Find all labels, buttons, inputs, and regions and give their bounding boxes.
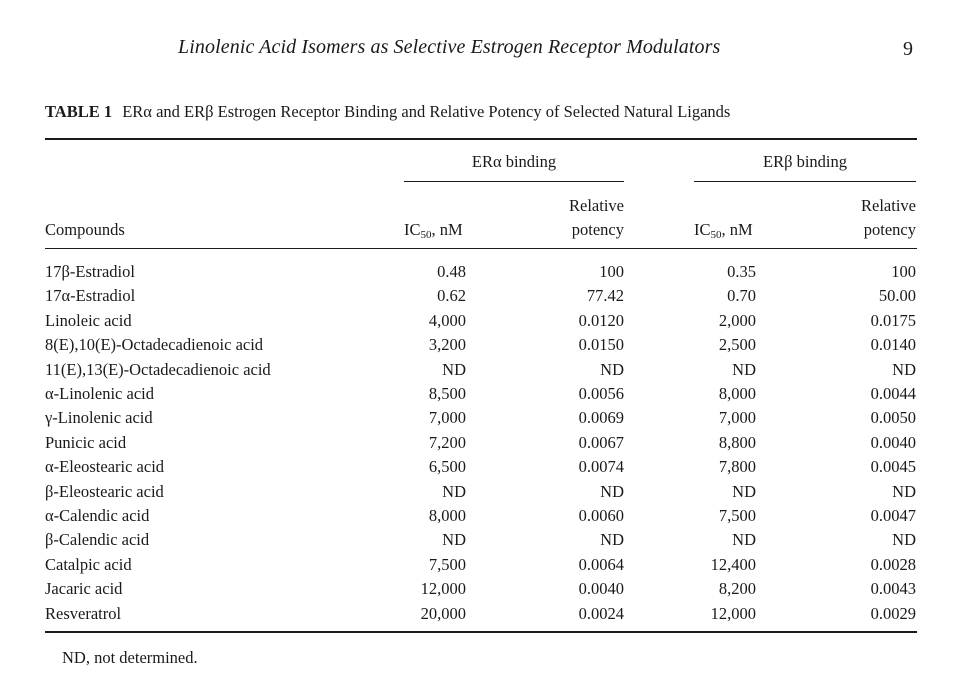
running-header-title: Linolenic Acid Isomers as Selective Estrogen Receptor Modulators [178, 36, 721, 58]
cell-er-alpha-relative-potency: 0.0069 [578, 408, 624, 428]
col-header-a-ic50: $IC_{50}$, nM [404, 220, 463, 241]
cell-er-alpha-relative-potency: ND [600, 530, 624, 550]
cell-er-beta-relative-potency: ND [892, 530, 916, 550]
cell-er-beta-ic50: 8,800 [718, 432, 756, 452]
cell-er-alpha-ic50: ND [442, 359, 466, 379]
cell-er-beta-relative-potency: 100 [891, 262, 916, 281]
cell-er-alpha-relative-potency: 0.0067 [578, 432, 624, 452]
cell-er-alpha-relative-potency: 0.0060 [578, 506, 624, 525]
cell-er-beta-relative-potency: 0.0028 [870, 554, 916, 574]
col-header-b-potency: potency [863, 220, 916, 239]
cell-er-beta-ic50: 8,200 [718, 579, 756, 599]
cell-er-beta-relative-potency: 0.0044 [870, 384, 916, 403]
cell-compound: Resveratrol [45, 603, 122, 623]
cell-er-beta-ic50: 0.35 [727, 262, 756, 281]
cell-er-alpha-relative-potency: 0.0150 [578, 335, 624, 355]
cell-er-beta-relative-potency: 0.0045 [870, 457, 916, 477]
cell-er-alpha-relative-potency: 0.0120 [578, 310, 624, 330]
table-caption-text: ERα and ERβ Estrogen Receptor Binding and Relative Potency of Selected Natural Ligands [122, 102, 731, 121]
cell-er-alpha-ic50: 0.48 [437, 262, 466, 281]
cell-er-alpha-ic50: 4,000 [428, 310, 466, 330]
cell-compound: 17α-Estradiol [45, 286, 136, 306]
cell-er-beta-relative-potency: 0.0029 [870, 603, 916, 623]
cell-er-alpha-relative-potency: 0.0040 [578, 579, 624, 599]
cell-er-beta-ic50: ND [732, 359, 756, 379]
cell-compound: 11(E),13(E)-Octadecadienoic acid [45, 359, 271, 379]
group-header-er-beta: ERβ binding [762, 152, 848, 171]
cell-er-alpha-ic50: 20,000 [420, 603, 466, 623]
cell-er-beta-ic50: 0.70 [727, 286, 756, 306]
cell-er-alpha-relative-potency: 100 [599, 262, 624, 281]
cell-er-alpha-ic50: 8,000 [428, 506, 466, 525]
cell-er-alpha-ic50: 7,500 [428, 554, 466, 574]
cell-compound: β-Eleostearic acid [45, 481, 164, 501]
page-number: 9 [903, 38, 913, 60]
cell-compound: α-Eleostearic acid [45, 457, 165, 477]
cell-compound: 17β-Estradiol [45, 262, 135, 281]
cell-er-alpha-ic50: 3,200 [428, 335, 466, 355]
group-rule-er-beta [694, 181, 916, 182]
group-rule-er-alpha [404, 181, 624, 182]
cell-er-beta-relative-potency: 0.0175 [870, 310, 916, 330]
cell-er-alpha-ic50: ND [442, 530, 466, 550]
cell-compound: β-Calendic acid [45, 530, 150, 550]
cell-er-beta-ic50: 2,000 [718, 310, 756, 330]
top-rule [45, 138, 917, 140]
cell-er-beta-relative-potency: ND [892, 359, 916, 379]
header-rule [45, 248, 917, 249]
bottom-rule [45, 631, 917, 633]
cell-er-beta-ic50: 12,400 [710, 554, 756, 574]
cell-er-alpha-relative-potency: 77.42 [586, 286, 624, 306]
cell-er-beta-ic50: 7,800 [718, 457, 756, 477]
group-header-er-alpha: ERα binding [471, 152, 557, 171]
cell-er-alpha-relative-potency: 0.0074 [578, 457, 624, 477]
col-header-a-potency: potency [571, 220, 624, 239]
cell-er-beta-ic50: 8,000 [718, 384, 756, 403]
cell-er-beta-relative-potency: 0.0040 [870, 432, 916, 452]
cell-er-alpha-relative-potency: 0.0024 [578, 603, 624, 623]
col-header-a-relative: Relative [569, 196, 624, 215]
cell-er-beta-ic50: ND [732, 530, 756, 550]
cell-compound: 8(E),10(E)-Octadecadienoic acid [45, 335, 264, 355]
cell-er-beta-relative-potency: 0.0050 [870, 408, 916, 428]
cell-er-alpha-ic50: 6,500 [428, 457, 466, 477]
cell-er-beta-ic50: ND [732, 481, 756, 501]
col-header-b-ic50: $IC_{50}$, nM [694, 220, 753, 241]
cell-er-beta-ic50: 7,000 [718, 408, 756, 428]
cell-er-alpha-ic50: 12,000 [420, 579, 466, 599]
cell-er-beta-ic50: 12,000 [710, 603, 756, 623]
cell-er-alpha-ic50: 7,200 [428, 432, 466, 452]
cell-er-beta-relative-potency: 0.0140 [870, 335, 916, 355]
cell-er-alpha-relative-potency: ND [600, 359, 624, 379]
cell-compound: Linoleic acid [45, 310, 132, 330]
cell-compound: Punicic acid [45, 432, 127, 452]
cell-er-alpha-ic50: 8,500 [428, 384, 466, 403]
cell-compound: α-Linolenic acid [45, 384, 154, 403]
cell-er-beta-ic50: 7,500 [718, 506, 756, 525]
col-header-b-relative: Relative [861, 196, 916, 215]
cell-er-alpha-ic50: 0.62 [437, 286, 466, 306]
cell-er-alpha-ic50: 7,000 [428, 408, 466, 428]
cell-er-alpha-relative-potency: 0.0056 [578, 384, 624, 403]
table-caption [45, 102, 925, 122]
table-footnote: ND, not determined. [62, 648, 198, 667]
cell-compound: Catalpic acid [45, 554, 132, 574]
cell-er-beta-relative-potency: ND [892, 481, 916, 501]
cell-er-beta-relative-potency: 0.0043 [870, 579, 916, 599]
cell-compound: α-Calendic acid [45, 506, 150, 525]
cell-compound: Jacaric acid [45, 579, 123, 599]
cell-er-beta-relative-potency: 0.0047 [870, 506, 916, 525]
cell-er-alpha-relative-potency: 0.0064 [578, 554, 624, 574]
cell-er-beta-ic50: 2,500 [718, 335, 756, 355]
table-label: TABLE 1 [45, 102, 113, 121]
col-header-compounds: Compounds [45, 220, 125, 239]
cell-er-alpha-ic50: ND [442, 481, 466, 501]
cell-er-beta-relative-potency: 50.00 [878, 286, 916, 306]
cell-er-alpha-relative-potency: ND [600, 481, 624, 501]
cell-compound: γ-Linolenic acid [45, 408, 153, 428]
